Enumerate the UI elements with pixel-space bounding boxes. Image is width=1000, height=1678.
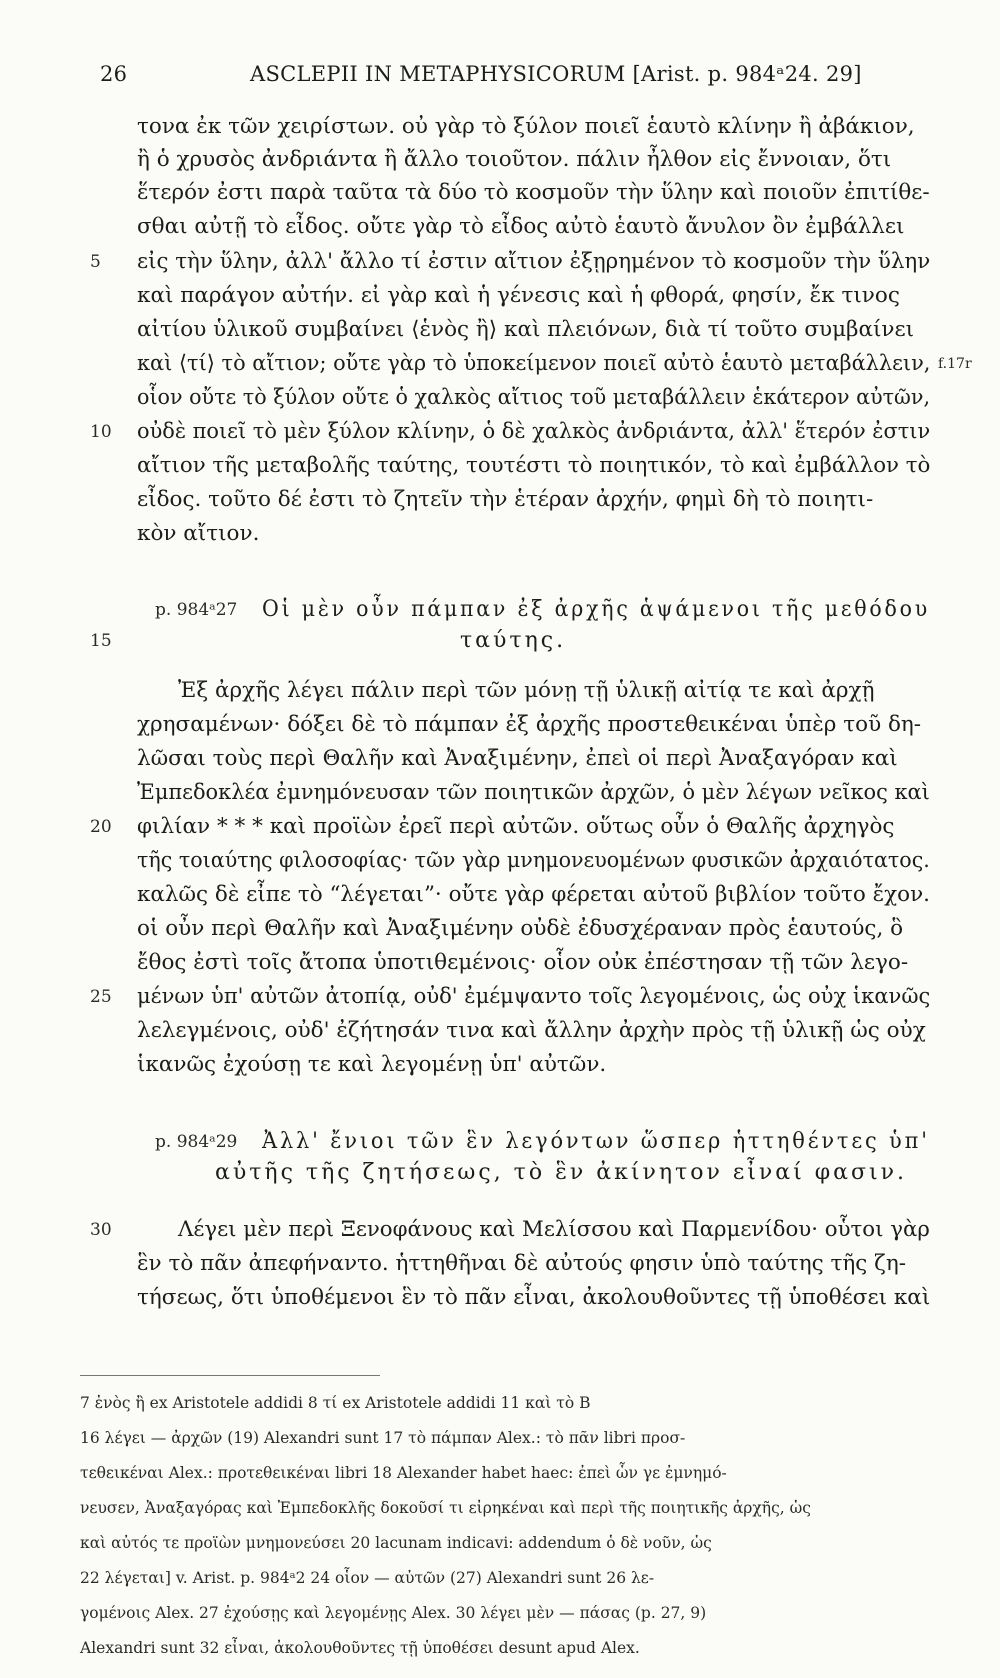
line-number: 10 — [90, 422, 112, 442]
folio-marker: f.17r — [938, 356, 972, 372]
lemma-reference: p. 984ᵃ29 — [155, 1132, 238, 1152]
lemma-text: αὐτῆς τῆς ζητήσεως, τὸ ἓν ἀκίνητον εἶναί φασιν. — [215, 1160, 907, 1185]
line-text: καλῶς δὲ εἶπε τὸ “λέγεται”· οὔτε γὰρ φέρεται αὐτοῦ βιβλίον τοῦτο ἔχον. — [137, 882, 931, 907]
line-text: Ἐμπεδοκλέα ἐμνημόνευσαν τῶν ποιητικῶν ἀρχῶν, ὁ μὲν λέγων νεῖκος καὶ — [137, 780, 930, 805]
line-number: 25 — [90, 987, 112, 1007]
footnote-line: καὶ αὐτός τε προϊὼν μνημονεύσει 20 lacunam indicavi: addendum ὁ δὲ νοῦν, ὡς — [80, 1534, 712, 1552]
line-text: χρησαμένων· δόξει δὲ τὸ πάμπαν ἐξ ἀρχῆς προστεθεικέναι ὑπὲρ τοῦ δη- — [137, 712, 922, 737]
line-text: εἶδος. τοῦτο δέ ἐστι τὸ ζητεῖν τὴν ἑτέραν ἀρχήν, φημὶ δὴ τὸ ποιητι- — [137, 487, 874, 512]
line-text: φιλίαν * * * καὶ προϊὼν ἐρεῖ περὶ αὐτῶν. οὕτως οὖν ὁ Θαλῆς ἀρχηγὸς — [137, 814, 895, 839]
line-text: αἰτίου ὑλικοῦ συμβαίνει ⟨ἑνὸς ἢ⟩ καὶ πλειόνων, διὰ τί τοῦτο συμβαίνει — [137, 317, 915, 342]
line-text: τήσεως, ὅτι ὑποθέμενοι ἓν τὸ πᾶν εἶναι, ἀκολουθοῦντες τῇ ὑποθέσει καὶ — [137, 1285, 931, 1310]
footnote-line: 16 λέγει — ἀρχῶν (19) Alexandri sunt 17 τὸ πάμπαν Alex.: τὸ πᾶν libri προσ- — [80, 1429, 686, 1447]
running-title: ASCLEPII IN METAPHYSICORUM [Arist. p. 984ᵃ24. 29] — [250, 62, 862, 86]
footnote-rule — [80, 1375, 380, 1376]
line-text: μένων ὑπ' αὐτῶν ἀτοπίᾳ, οὐδ' ἐμέμψαντο τοῖς λεγομένοις, ὡς οὐχ ἱκανῶς — [137, 984, 931, 1009]
line-text: τῆς τοιαύτης φιλοσοφίας· τῶν γὰρ μνημονευομένων φυσικῶν ἀρχαιότατος. — [137, 848, 930, 873]
line-text: ἱκανῶς ἐχούσῃ τε καὶ λεγομένῃ ὑπ' αὐτῶν. — [137, 1052, 607, 1077]
lemma-text: Οἱ μὲν οὖν πάμπαν ἐξ ἀρχῆς ἁψάμενοι τῆς μεθόδου — [262, 597, 931, 622]
line-text: αἴτιον τῆς μεταβολῆς ταύτης, τουτέστι τὸ ποιητικόν, τὸ καὶ ἐμβάλλον τὸ — [137, 453, 931, 478]
line-text: Λέγει μὲν περὶ Ξενοφάνους καὶ Μελίσσου καὶ Παρμενίδου· οὗτοι γὰρ — [178, 1217, 930, 1242]
page-number: 26 — [100, 62, 128, 86]
line-text: ἢ ὁ χρυσὸς ἀνδριάντα ἢ ἄλλο τοιοῦτον. πάλιν ἦλθον εἰς ἔννοιαν, ὅτι — [137, 147, 892, 172]
line-text: οἱ οὖν περὶ Θαλῆν καὶ Ἀναξιμένην οὐδὲ ἐδυσχέραναν πρὸς ἑαυτούς, ὃ — [137, 916, 904, 941]
line-text: ἕτερόν ἐστι παρὰ ταῦτα τὰ δύο τὸ κοσμοῦν τὴν ὕλην καὶ ποιοῦν ἐπιτίθε- — [137, 180, 930, 205]
line-number: 20 — [90, 817, 112, 837]
lemma-reference: p. 984ᵃ27 — [155, 600, 238, 620]
footnote-line: τεθεικέναι Alex.: προτεθεικέναι libri 18 Alexander habet haec: ἐπεὶ ὧν γε ἐμνημό- — [80, 1464, 727, 1482]
line-number: 30 — [90, 1220, 112, 1240]
line-text: καὶ ⟨τί⟩ τὸ αἴτιον; οὔτε γὰρ τὸ ὑποκείμενον ποιεῖ αὐτὸ ἑαυτὸ μεταβάλλειν, — [137, 351, 931, 376]
line-text: εἰς τὴν ὕλην, ἀλλ' ἄλλο τί ἐστιν αἴτιον ἐξῃρημένον τὸ κοσμοῦν τὴν ὕλην — [137, 249, 931, 274]
line-text: καὶ παράγον αὐτήν. εἰ γὰρ καὶ ἡ γένεσις καὶ ἡ φθορά, φησίν, ἔκ τινος — [137, 283, 900, 308]
line-text: Ἐξ ἀρχῆς λέγει πάλιν περὶ τῶν μόνῃ τῇ ὑλικῇ αἰτίᾳ τε καὶ ἀρχῇ — [178, 678, 875, 703]
line-number: 15 — [90, 631, 112, 651]
footnote-line: γομένοις Alex. 27 ἐχούσῃς καὶ λεγομένῃς Alex. 30 λέγει μὲν — πάσας (p. 27, 9) — [80, 1604, 707, 1622]
line-text: σθαι αὐτῇ τὸ εἶδος. οὔτε γὰρ τὸ εἶδος αὐτὸ ἑαυτὸ ἄνυλον ὂν ἐμβάλλει — [137, 214, 905, 239]
footnote-line: 7 ἑνὸς ἢ ex Aristotele addidi 8 τί ex Aristotele addidi 11 καὶ τὸ B — [80, 1394, 591, 1412]
line-text: ἓν τὸ πᾶν ἀπεφήναντο. ἡττηθῆναι δὲ αὐτούς φησιν ὑπὸ ταύτης τῆς ζη- — [137, 1251, 906, 1276]
line-text: κὸν αἴτιον. — [137, 521, 260, 546]
footnote-line: Alexandri sunt 32 εἶναι, ἀκολουθοῦντες τῇ ὑποθέσει desunt apud Alex. — [80, 1639, 640, 1657]
footnote-line: 22 λέγεται] v. Arist. p. 984ᵃ2 24 οἷον — αὐτῶν (27) Alexandri sunt 26 λε- — [80, 1569, 655, 1587]
footnote-line: νευσεν, Ἀναξαγόρας καὶ Ἐμπεδοκλῆς δοκοῦσί τι εἰρηκέναι καὶ περὶ τῆς ποιητικῆς ἀρχῆς, ὡς — [80, 1499, 811, 1517]
line-text: οὐδὲ ποιεῖ τὸ μὲν ξύλον κλίνην, ὁ δὲ χαλκὸς ἀνδριάντα, ἀλλ' ἕτερόν ἐστιν — [137, 419, 931, 444]
line-text: τονα ἐκ τῶν χειρίστων. οὐ γὰρ τὸ ξύλον ποιεῖ ἑαυτὸ κλίνην ἢ ἀβάκιον, — [137, 114, 915, 139]
line-text: ἔθος ἐστὶ τοῖς ἄτοπα ὑποτιθεμένοις· οἷον οὐκ ἐπέστησαν τῇ τῶν λεγο- — [137, 950, 909, 975]
line-text: λῶσαι τοὺς περὶ Θαλῆν καὶ Ἀναξιμένην, ἐπεὶ οἱ περὶ Ἀναξαγόραν καὶ — [137, 746, 898, 771]
line-text: οἷον οὔτε τὸ ξύλον οὔτε ὁ χαλκὸς αἴτιος τοῦ μεταβάλλειν ἑκάτερον αὐτῶν, — [137, 385, 931, 410]
lemma-text: ταύτης. — [460, 628, 567, 653]
lemma-text: Ἀλλ' ἔνιοι τῶν ἓν λεγόντων ὥσπερ ἡττηθέντες ὑπ' — [262, 1129, 930, 1154]
line-text: λελεγμένοις, οὐδ' ἐζήτησάν τινα καὶ ἄλλην ἀρχὴν πρὸς τῇ ὑλικῇ ὡς οὐχ — [137, 1018, 926, 1043]
line-number: 5 — [90, 252, 101, 272]
running-header — [100, 62, 960, 96]
